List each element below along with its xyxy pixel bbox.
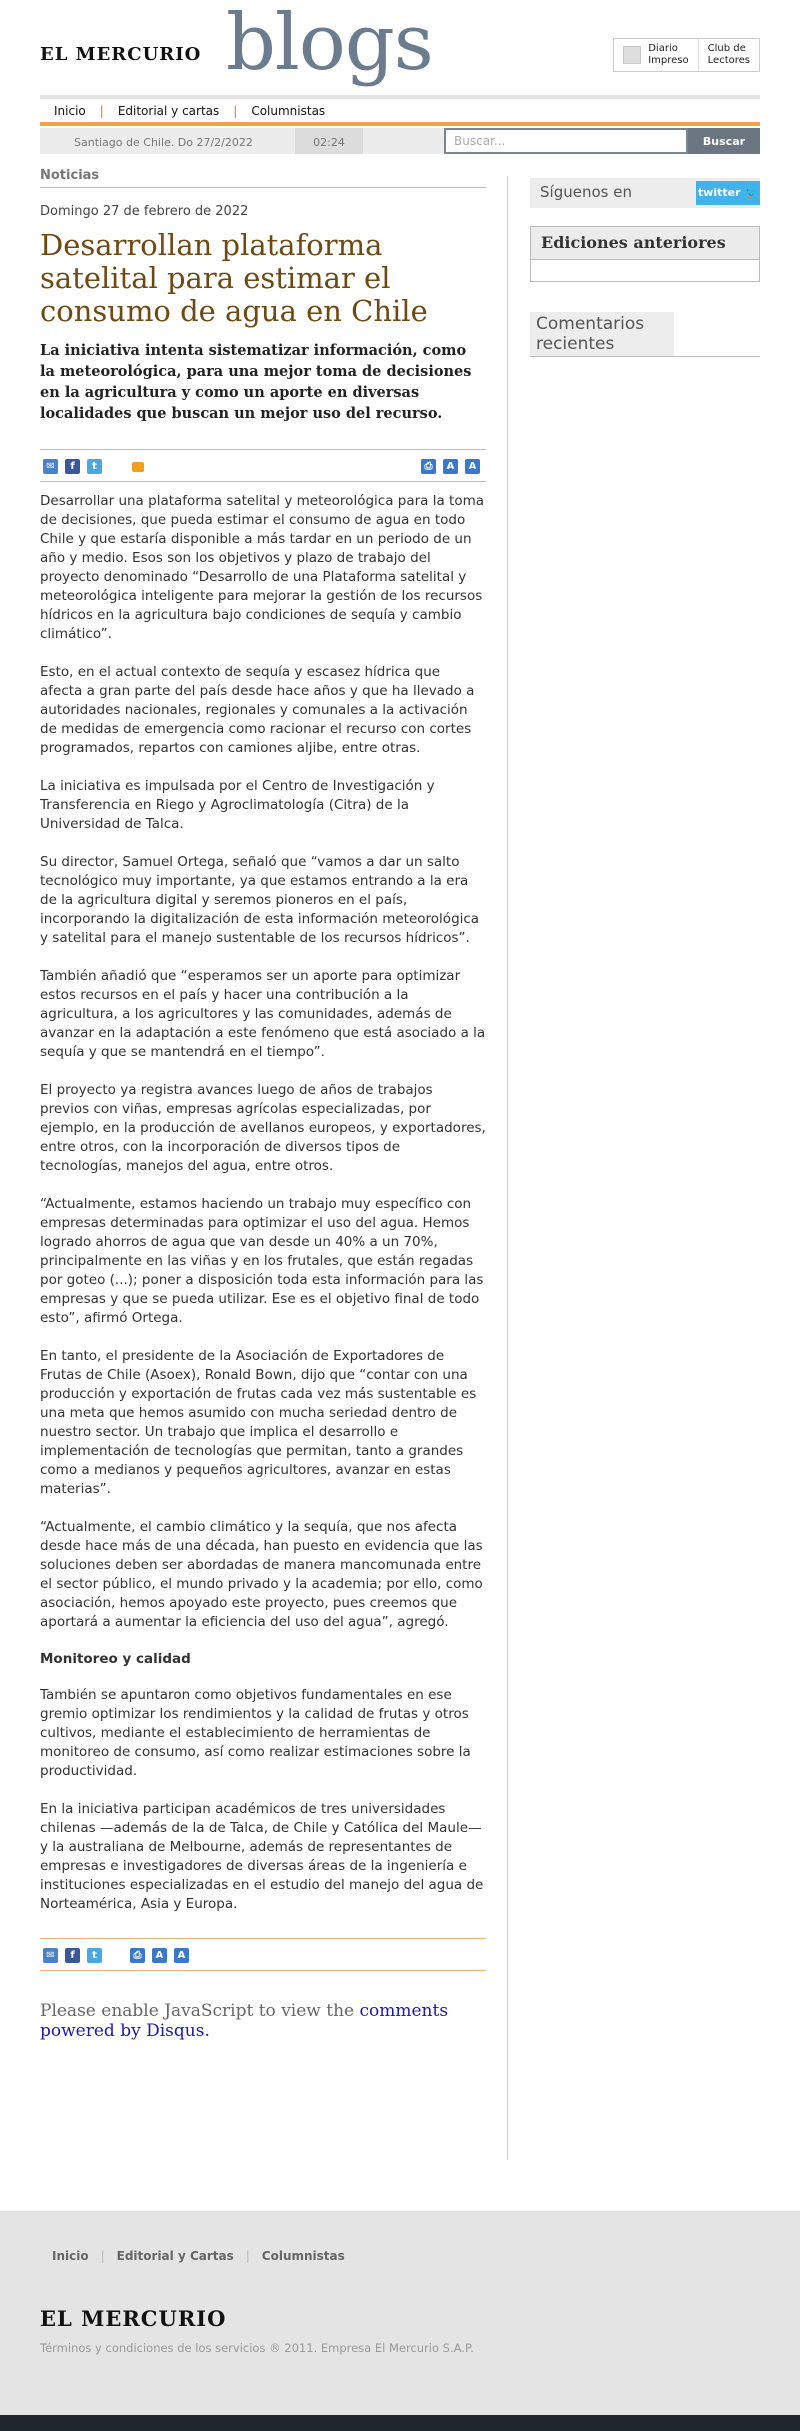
club-lectores-link[interactable] [698,39,759,71]
twitter-icon[interactable]: t [87,459,102,474]
date-bar [40,128,444,154]
search-input[interactable]: Buscar... [444,128,688,154]
paragraph: El proyecto ya registra avances luego de años de trabajos previos con viñas, empresas agrícolas especializadas, por ejemplo, en la producción de avellanos europeos, y exportadores, entre otros, con la incorporación de diversos tipos de tecnologías, manejos del agua, entre otros. [40,1082,486,1174]
search-button[interactable]: Buscar [688,128,760,154]
facebook-icon[interactable]: f [65,1948,80,1963]
follow-label: Síguenos en [540,183,632,201]
twitter-label: twitter [697,186,741,199]
main-nav [40,100,760,122]
facebook-icon[interactable]: f [65,459,80,474]
article-body [40,492,486,1914]
footer-terms[interactable]: Términos y condiciones de los servicios ® 2011. Empresa El Mercurio S.A.P. [40,2341,474,2355]
twitter-follow-button[interactable] [696,181,760,205]
newspaper-icon [623,46,641,64]
nav-separator: | [233,104,238,118]
paragraph: En tanto, el presidente de la Asociación de Exportadores de Frutas de Chile (Asoex), Ronald Bown, dijo que “contar con una producción y exportación de frutas cada vez más sustentable es una meta que hemos asumido con mucha seriedad dentro de nuestro sector. Un trabajo que implica el desarrollo e implementación de tecnologías que permitan, tanto a grandes como a medianos y pequeños agricultores, avanzar en estas materias”. [40,1348,477,1497]
nav-underline [40,122,760,126]
paragraph: También se apuntaron como objetivos fundamentales en ese gremio optimizar los rendimientos y la calidad de frutas y otros cultivos, mediante el establecimiento de herramientas de monitoreo de consumo, así como realizar estimaciones sobre la productividad. [40,1687,471,1779]
footer-nav-inicio[interactable]: Inicio [52,2249,89,2263]
footer-nav [52,2249,345,2263]
footer-nav-separator: | [100,2249,105,2263]
article-column [40,168,486,2041]
share-toolbar [40,449,486,482]
follow-box [530,178,760,208]
disqus-notice [40,2001,486,2041]
disqus-link[interactable]: comments powered by Disqus. [40,2001,449,2041]
article-subheading: Monitoreo y calidad [40,1651,191,1667]
paragraph: Desarrollar una plataforma satelital y meteorológica para la toma de decisiones, que pueda estimar el consumo de agua en todo Chile y que estaría disponible a más tardar en un periodo de un año y medio. Esos son los objetivos y plazo de trabajo del proyecto denominado “Desarrollo de una Plataforma satelital y meteorológica inteligente para mejorar la gestión de los recursos hídricos en la agricultura bajo condiciones de sequía y cambio climático”. [40,493,485,642]
column-divider [507,176,508,2160]
section-title[interactable]: Noticias [40,168,486,188]
el-mercurio-logo[interactable]: EL MERCURIO [40,44,202,65]
current-date: Santiago de Chile. Do 27/2/2022 [74,136,253,149]
email-icon[interactable]: ✉ [43,1948,58,1963]
link-line2: Impreso [648,55,689,66]
link-line2: Lectores [707,55,750,66]
nav-item-editorial[interactable]: Editorial y cartas [117,104,220,118]
share-toolbar-bottom [40,1938,486,1971]
comentarios-recientes-title: Comentarios recientes [530,312,674,356]
article-lead: La iniciativa intenta sistematizar información, como la meteorológica, para una mejor toma de decisiones en la agricultura y como un aporte en diversas localidades que buscan un mejor uso del recurso. [40,342,472,422]
nav-item-columnistas[interactable]: Columnistas [251,104,326,118]
diario-impreso-link[interactable] [614,39,697,71]
comentarios-divider [530,356,760,357]
paragraph: Su director, Samuel Ortega, señaló que “vamos a dar un salto tecnológico muy importante, ya que estamos entrando a la era de la agricultura digital y seremos pioneros en el país, incorporando la digitalización de esta información meteorológica y satelital para el manejo sustentable de los recursos hídricos”. [40,854,480,946]
paragraph: En la iniciativa participan académicos de tres universidades chilenas —además de la de Talca, de Chile y Católica del Maule— y la australiana de Melbourne, además de representantes de empresas e investigadores de diversas áreas de la ingeniería e instituciones especializadas en el estudio del manejo del agua de Norteamérica, Asia y Europa. [40,1801,484,1912]
header-links [613,38,760,72]
post-date: Domingo 27 de febrero de 2022 [40,204,249,219]
link-line1: Diario [648,43,678,54]
paragraph: Esto, en el actual contexto de sequía y escasez hídrica que afecta a gran parte del país desde hace años y que ha llevado a autoridades nacionales, regionales y comunales a la activación de medidas de emergencia como racionar el recurso con cortes programados, repartos con camiones aljibe, entre otras. [40,664,475,756]
print-icon[interactable]: ⎙ [130,1948,145,1963]
font-increase-icon[interactable]: A [152,1948,167,1963]
nav-item-inicio[interactable]: Inicio [54,104,86,118]
article-title: Desarrollan plataforma satelital para estimar el consumo de agua en Chile [40,228,428,328]
blogs-logo[interactable]: blogs [226,0,433,88]
bottom-bar [0,2415,800,2431]
site-footer [0,2211,800,2415]
nav-separator: | [99,104,104,118]
paragraph: “Actualmente, el cambio climático y la sequía, que nos afecta desde hace más de una década, han puesto en evidencia que las soluciones deben ser abordadas de manera mancomunada entre el sector público, el mundo privado y la academia; por ello, como asociación, hemos apoyado este proyecto, pues creemos que aportará a aumentar la eficiencia del uso del agua”, agregó. [40,1519,483,1630]
print-icon[interactable]: ⎙ [421,459,436,474]
current-time: 02:24 [295,128,363,154]
footer-nav-columnistas[interactable]: Columnistas [261,2249,345,2263]
email-icon[interactable]: ✉ [43,459,58,474]
comment-icon[interactable] [132,462,144,472]
site-header [40,0,760,96]
paragraph: “Actualmente, estamos haciendo un trabajo muy específico con empresas determinadas para optimizar el uso del agua. Hemos logrado ahorros de agua que van desde un 40% a un 70%, principalmente en las viñas y en los frutales, que están regadas por goteo (...); poner a disposición toda esta información para las empresas y que se pueda utilizar. Ese es el objetivo final de todo esto”, afirmó Ortega. [40,1196,484,1326]
paragraph: También añadió que “esperamos ser un aporte para optimizar estos recursos en el país y hacer una contribución a la agricultura, a los agricultores y las comunidades, además de avanzar en la adaptación a este fenómeno que está asociado a la sequía y que se mantendrá en el tiempo”. [40,968,486,1060]
font-decrease-icon[interactable]: A [174,1948,189,1963]
footer-nav-editorial[interactable]: Editorial y Cartas [116,2249,234,2263]
footer-logo[interactable]: EL MERCURIO [40,2306,227,2331]
ediciones-anteriores-box [530,260,760,282]
link-line1: Club de [707,43,746,54]
twitter-icon[interactable]: t [87,1948,102,1963]
ediciones-anteriores-title: Ediciones anteriores [530,226,760,260]
disqus-text: Please enable JavaScript to view the [40,2001,360,2021]
paragraph: La iniciativa es impulsada por el Centro de Investigación y Transferencia en Riego y Agroclimatología (Citra) de la Universidad de Talca. [40,778,435,832]
footer-nav-separator: | [245,2249,250,2263]
header-divider [40,95,760,99]
font-decrease-icon[interactable]: A [465,459,480,474]
font-increase-icon[interactable]: A [443,459,458,474]
twitter-bird-icon: 🐦 [744,186,759,199]
